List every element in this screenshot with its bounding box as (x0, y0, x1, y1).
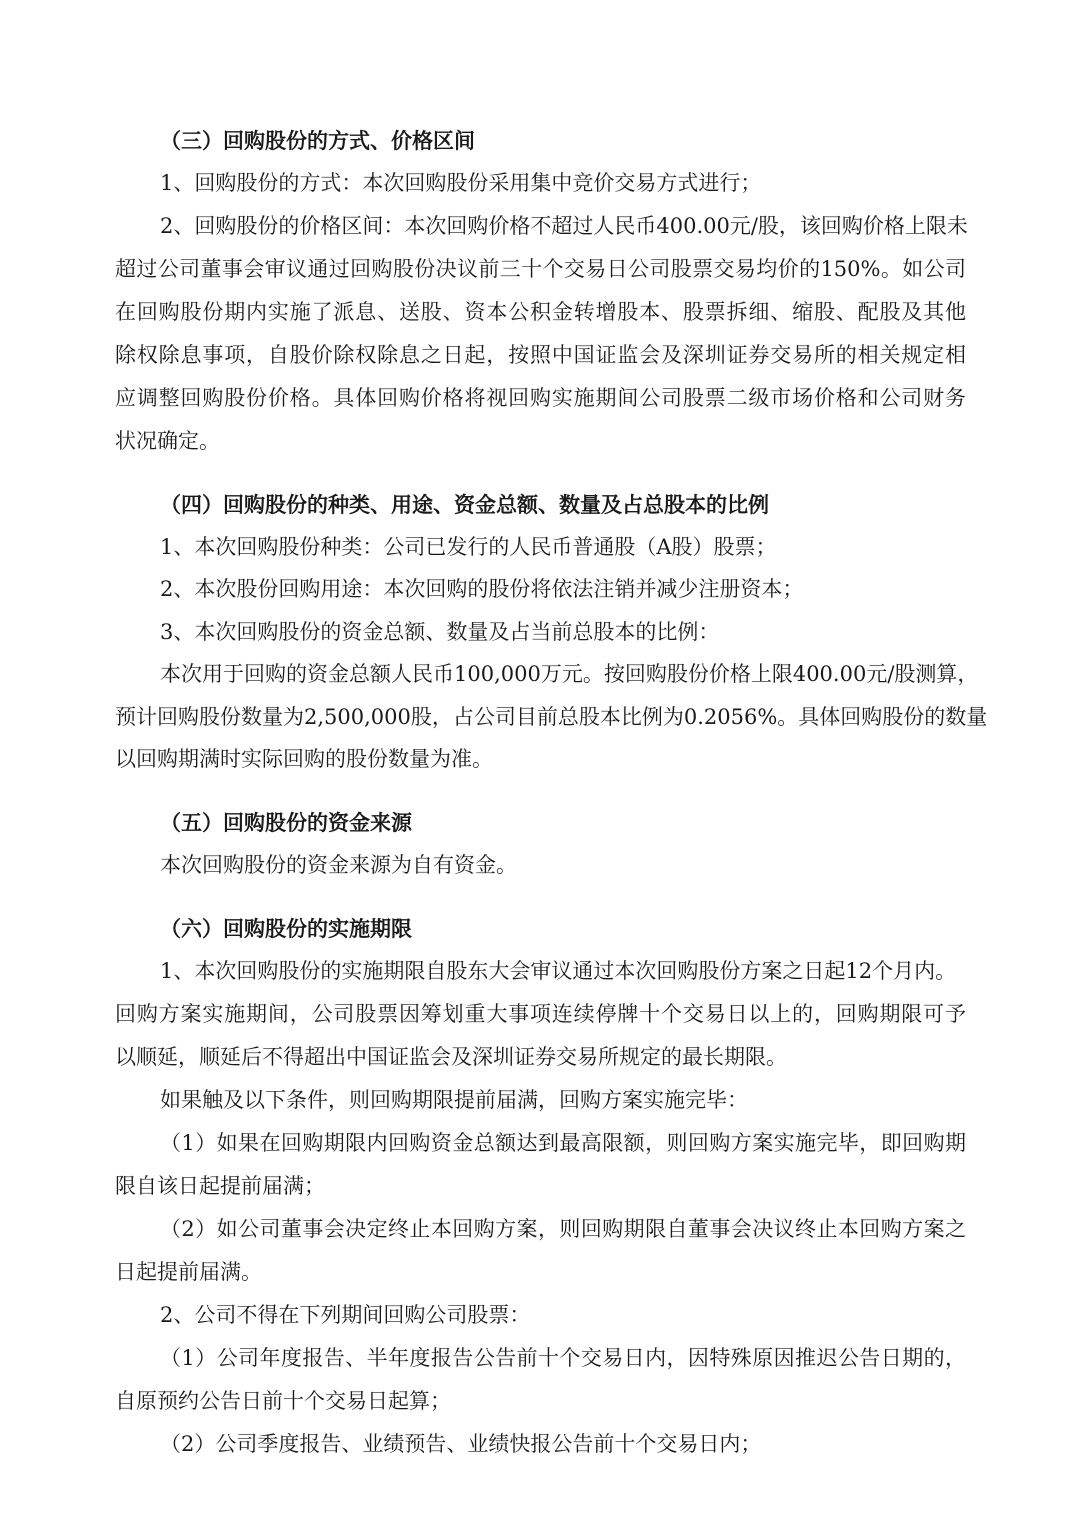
paragraph-line: 在回购股份期内实施了派息、送股、资本公积金转增股本、股票拆细、缩股、配股及其他 (115, 300, 966, 324)
paragraph-line: 预计回购股份数量为2,500,000股，占公司目前总股本比例为0.2056%。具体回购股份的数量 (115, 705, 988, 729)
paragraph-line: （1）公司年度报告、半年度报告公告前十个交易日内，因特殊原因推迟公告日期的， (160, 1346, 966, 1370)
paragraph-line: 3、本次回购股份的资金总额、数量及占当前总股本的比例： (160, 620, 720, 644)
paragraph-line: 自原预约公告日前十个交易日起算； (115, 1389, 451, 1413)
paragraph-line: 以顺延，顺延后不得超出中国证监会及深圳证券交易所规定的最长期限。 (115, 1045, 787, 1069)
section-heading: （四）回购股份的种类、用途、资金总额、数量及占总股本的比例 (160, 492, 769, 517)
paragraph-line: 本次回购股份的资金来源为自有资金。 (160, 853, 517, 877)
paragraph-line: （1）如果在回购期限内回购资金总额达到最高限额，则回购方案实施完毕，即回购期 (160, 1131, 966, 1155)
paragraph-line: 如果触及以下条件，则回购期限提前届满，回购方案实施完毕： (160, 1088, 748, 1112)
paragraph-line: 本次用于回购的资金总额人民币100,000万元。按回购股份价格上限400.00元/股测算， (160, 662, 979, 686)
paragraph-line: 日起提前届满。 (115, 1260, 262, 1284)
paragraph-line: 1、本次回购股份的实施期限自股东大会审议通过本次回购股份方案之日起12个月内。 (160, 959, 957, 983)
section-heading: （五）回购股份的资金来源 (160, 810, 412, 835)
section-heading: （六）回购股份的实施期限 (160, 916, 412, 941)
section-heading: （三）回购股份的方式、价格区间 (160, 128, 475, 153)
paragraph-line: 状况确定。 (115, 429, 220, 453)
paragraph-line: 1、本次回购股份种类：公司已发行的人民币普通股（A股）股票； (160, 535, 777, 559)
paragraph-line: 2、公司不得在下列期间回购公司股票： (160, 1303, 531, 1327)
paragraph-line: 回购方案实施期间，公司股票因筹划重大事项连续停牌十个交易日以上的，回购期限可予 (115, 1002, 966, 1026)
paragraph-line: 应调整回购股份价格。具体回购价格将视回购实施期间公司股票二级市场价格和公司财务 (115, 386, 966, 410)
paragraph-line: 2、本次股份回购用途：本次回购的股份将依法注销并减少注册资本； (160, 577, 804, 601)
paragraph-line: （2）公司季度报告、业绩预告、业绩快报公告前十个交易日内； (160, 1432, 762, 1456)
paragraph-line: 除权除息事项，自股价除权除息之日起，按照中国证监会及深圳证券交易所的相关规定相 (115, 343, 966, 367)
paragraph-line: 以回购期满时实际回购的股份数量为准。 (115, 747, 493, 771)
paragraph-line: 2、回购股份的价格区间：本次回购价格不超过人民币400.00元/股，该回购价格上限未 (160, 214, 968, 238)
paragraph-line: 1、回购股份的方式：本次回购股份采用集中竞价交易方式进行； (160, 171, 762, 195)
paragraph-line: 超过公司董事会审议通过回购股份决议前三十个交易日公司股票交易均价的150%。如公司 (115, 257, 966, 281)
paragraph-line: （2）如公司董事会决定终止本回购方案，则回购期限自董事会决议终止本回购方案之 (160, 1217, 966, 1241)
paragraph-line: 限自该日起提前届满； (115, 1174, 325, 1198)
